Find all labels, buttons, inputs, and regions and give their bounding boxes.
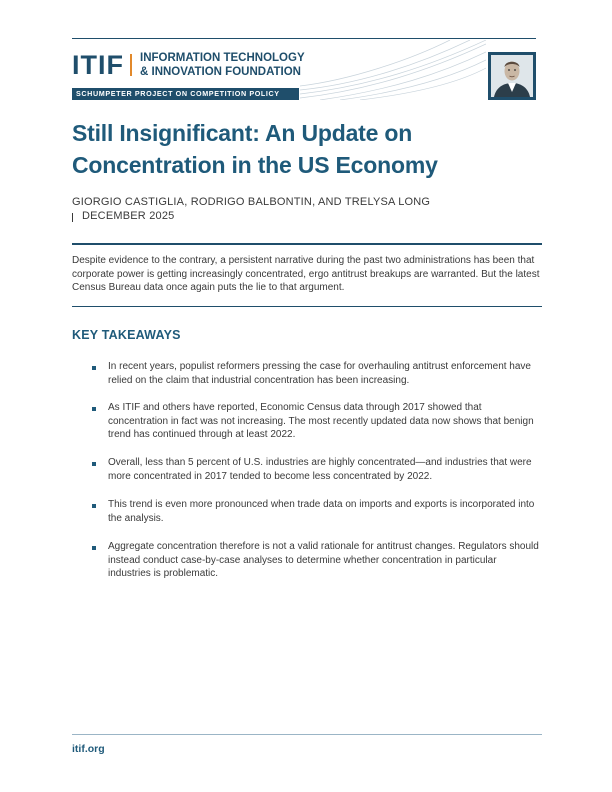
- footer-website-link[interactable]: itif.org: [72, 743, 105, 755]
- header-top-rule: [72, 38, 536, 39]
- project-label: SCHUMPETER PROJECT ON COMPETITION POLICY: [76, 89, 280, 98]
- abstract-top-rule: [72, 243, 542, 245]
- key-takeaways-heading: KEY TAKEAWAYS: [72, 328, 181, 342]
- logo-accent-bar: [130, 54, 132, 76]
- takeaway-item: As ITIF and others have reported, Economic Census data through 2017 showed that concentration in fact was not increasing. The most recently updated data now shows that benign trend has continued through at least 2022.: [108, 402, 534, 440]
- bullet-icon: [92, 546, 96, 550]
- takeaway-item: This trend is even more pronounced when trade data on imports and exports is incorporated into the analysis.: [108, 499, 535, 524]
- report-title-line2: Concentration in the US Economy: [72, 152, 438, 178]
- takeaway-item: In recent years, populist reformers pressing the case for overhauling antitrust enforcement have relied on the claim that industrial concentration has been increasing.: [108, 361, 531, 386]
- publication-date: DECEMBER 2025: [82, 210, 175, 222]
- date-separator: [72, 213, 73, 222]
- bullet-icon: [92, 366, 96, 370]
- bullet-icon: [92, 504, 96, 508]
- abstract-text: Despite evidence to the contrary, a persistent narrative during the past two administrations has been that corporate power is getting increasingly concentrated, ergo antitrust breakups are warranted. But the latest Census Bureau data once again puts the lie to that argument.: [72, 255, 540, 293]
- schumpeter-portrait-icon: [488, 52, 536, 100]
- takeaway-item: Aggregate concentration therefore is not a valid rationale for antitrust changes. Regulators should instead conduct case-by-case analyses to determine whether concentration in particular industries is problematic.: [108, 541, 539, 579]
- org-name-line2: & INNOVATION FOUNDATION: [140, 66, 301, 78]
- footer-rule: [72, 734, 542, 735]
- authors: GIORGIO CASTIGLIA, RODRIGO BALBONTIN, AND TRELYSA LONG: [72, 196, 431, 208]
- bullet-icon: [92, 462, 96, 466]
- header-decorative-lines: [300, 40, 486, 100]
- org-name-line1: INFORMATION TECHNOLOGY: [140, 52, 305, 64]
- takeaway-item: Overall, less than 5 percent of U.S. industries are highly concentrated—and industries that were more concentrated in 2017 tended to become less concentrated by 2022.: [108, 457, 532, 482]
- report-title-line1: Still Insignificant: An Update on: [72, 120, 413, 146]
- itif-logo-text: ITIF: [72, 50, 124, 80]
- abstract-bottom-rule: [72, 306, 542, 307]
- bullet-icon: [92, 407, 96, 411]
